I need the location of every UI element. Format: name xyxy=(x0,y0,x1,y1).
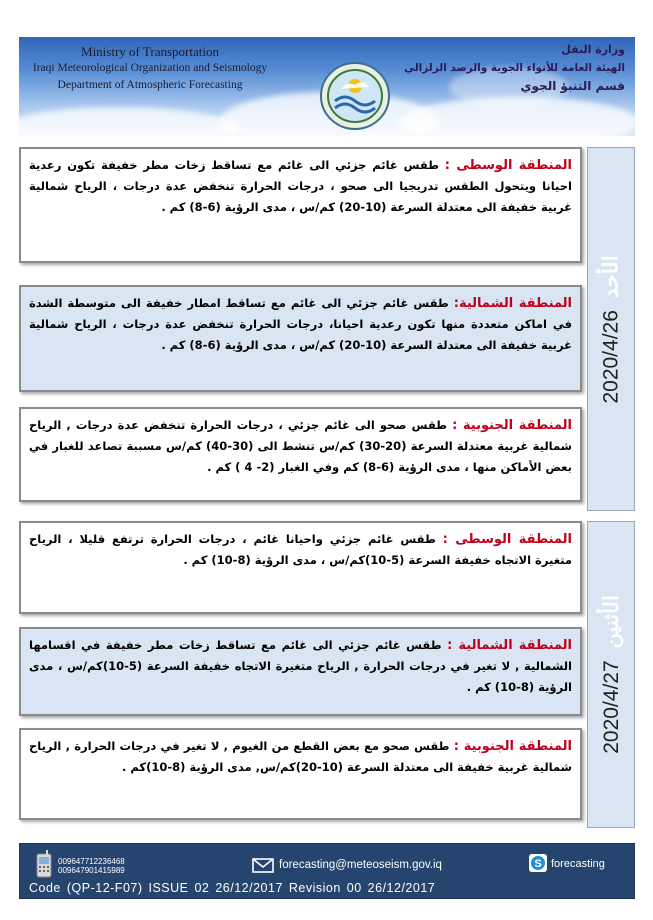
date-value: 2020/4/27 xyxy=(599,660,623,754)
forecast-text: طقس صحو مع بعض القطع من الغيوم , لا تغير في درجات الحرارة , الرياح شمالية غربية خفيفة الى معتدلة السرعة (10-20)كم/س, مدى الرؤية (8-10)كم . xyxy=(29,739,572,774)
forecast-day2-south xyxy=(19,728,582,820)
region-label: المنطقة الشمالية : xyxy=(447,638,573,653)
day-name: الأحد xyxy=(599,254,623,298)
region-label: المنطقة الجنوبية : xyxy=(452,418,573,433)
forecast-day2-north xyxy=(19,627,582,716)
forecast-text: طقس غائم جزئي الى غائم مع تساقط زخات مطر خفيفة في اقسامها الشمالية , لا تغير في درجات الحرارة , الرياح متغيرة الاتجاه خفيفة السرعة (5-10)كم/س ، مدى الرؤية (8-10) كم . xyxy=(29,638,572,694)
department-name-ar: قسم التنبؤ الجوي xyxy=(520,79,625,93)
forecast-day2-central xyxy=(19,521,582,614)
date-column-day2 xyxy=(587,521,635,828)
header-banner xyxy=(19,37,635,136)
document-code-line: Code (QP-12-F07) ISSUE 02 26/12/2017 Revision 00 26/12/2017 xyxy=(29,881,436,895)
forecast-day1-north xyxy=(19,285,582,392)
ministry-name-ar: وزارة النقل xyxy=(561,43,625,56)
email-link[interactable]: forecasting@meteoseism.gov.iq xyxy=(279,859,442,871)
organization-name-en: Iraqi Meteorological Organization and Seismology xyxy=(32,62,268,74)
footer-bar xyxy=(19,843,635,899)
forecast-text: طقس غائم جزئي الى غائم مع تساقط امطار خفيفة الى متوسطة الشدة في اماكن متعددة منها تكون رعدية احيانا، درجات الحرارة تنخفض عدة درجات ، الرياح شمالية غربية خفيفة الى معتدلة السرعة (10-20) كم/س ، مدى الرؤية (6-8) كم . xyxy=(29,296,572,352)
header-english-text xyxy=(25,43,275,94)
forecast-text: طقس غائم جزئي واحيانا غائم ، درجات الحرارة ترتفع قليلا ، الرياح متغيرة الاتجاه خفيفة السرعة (5-10)كم/س ، مدى الرؤية (8-10) كم . xyxy=(29,532,572,567)
date-label-day2 xyxy=(599,595,624,754)
svg-text:S: S xyxy=(534,858,542,870)
header-arabic-text xyxy=(395,41,625,95)
region-label: المنطقة الوسطى : xyxy=(444,158,572,173)
day-name: الأثنين xyxy=(599,595,623,649)
organization-name-ar: الهيئة العامة للأنواء الجوية والرصد الزلزالي xyxy=(404,62,625,74)
phone-icon xyxy=(36,850,52,878)
skype-icon xyxy=(529,854,547,872)
date-label-day1 xyxy=(599,255,624,403)
phone-number-1: 009647712236468 xyxy=(58,857,125,866)
phone-number-2: 009647901415989 xyxy=(58,866,125,875)
date-column-day1 xyxy=(587,147,635,511)
phone-numbers xyxy=(58,857,125,875)
forecast-text: طقس صحو الى غائم جزئي ، درجات الحرارة تنخفض عدة درجات , الرياح شمالية غربية معتدلة السرعة (20-30) كم/س تنشط الى (30-40) كم/س مسببة تصاعد للغبار في بعض الأماكن منها ، مدى الرؤية (6-8) كم وفي الغبار (2- 4 ) كم . xyxy=(29,418,572,474)
ministry-name-en: Ministry of Transportation xyxy=(81,44,219,59)
skype-handle[interactable]: forecasting xyxy=(551,858,605,870)
forecast-day1-central xyxy=(19,147,582,263)
forecast-text: طقس غائم جزئي الى غائم مع تساقط زخات مطر خفيفة تكون رعدية احيانا ويتحول الطقس تدريجيا الى صحو ، درجات الحرارة تنخفض عدة درجات ، الرياح شمالية غربية خفيفة الى معتدلة السرعة (10-20) كم/س ، مدى الرؤية (6-8) كم . xyxy=(29,158,572,214)
organization-logo-icon xyxy=(313,59,397,133)
region-label: المنطقة الجنوبية : xyxy=(453,739,572,754)
date-value: 2020/4/26 xyxy=(599,309,623,404)
forecast-day1-south xyxy=(19,407,582,502)
department-name-en: Department of Atmospheric Forecasting xyxy=(57,79,243,91)
region-label: المنطقة الوسطى : xyxy=(442,532,572,547)
mail-icon xyxy=(252,858,274,873)
region-label: المنطقة الشمالية: xyxy=(453,296,573,311)
